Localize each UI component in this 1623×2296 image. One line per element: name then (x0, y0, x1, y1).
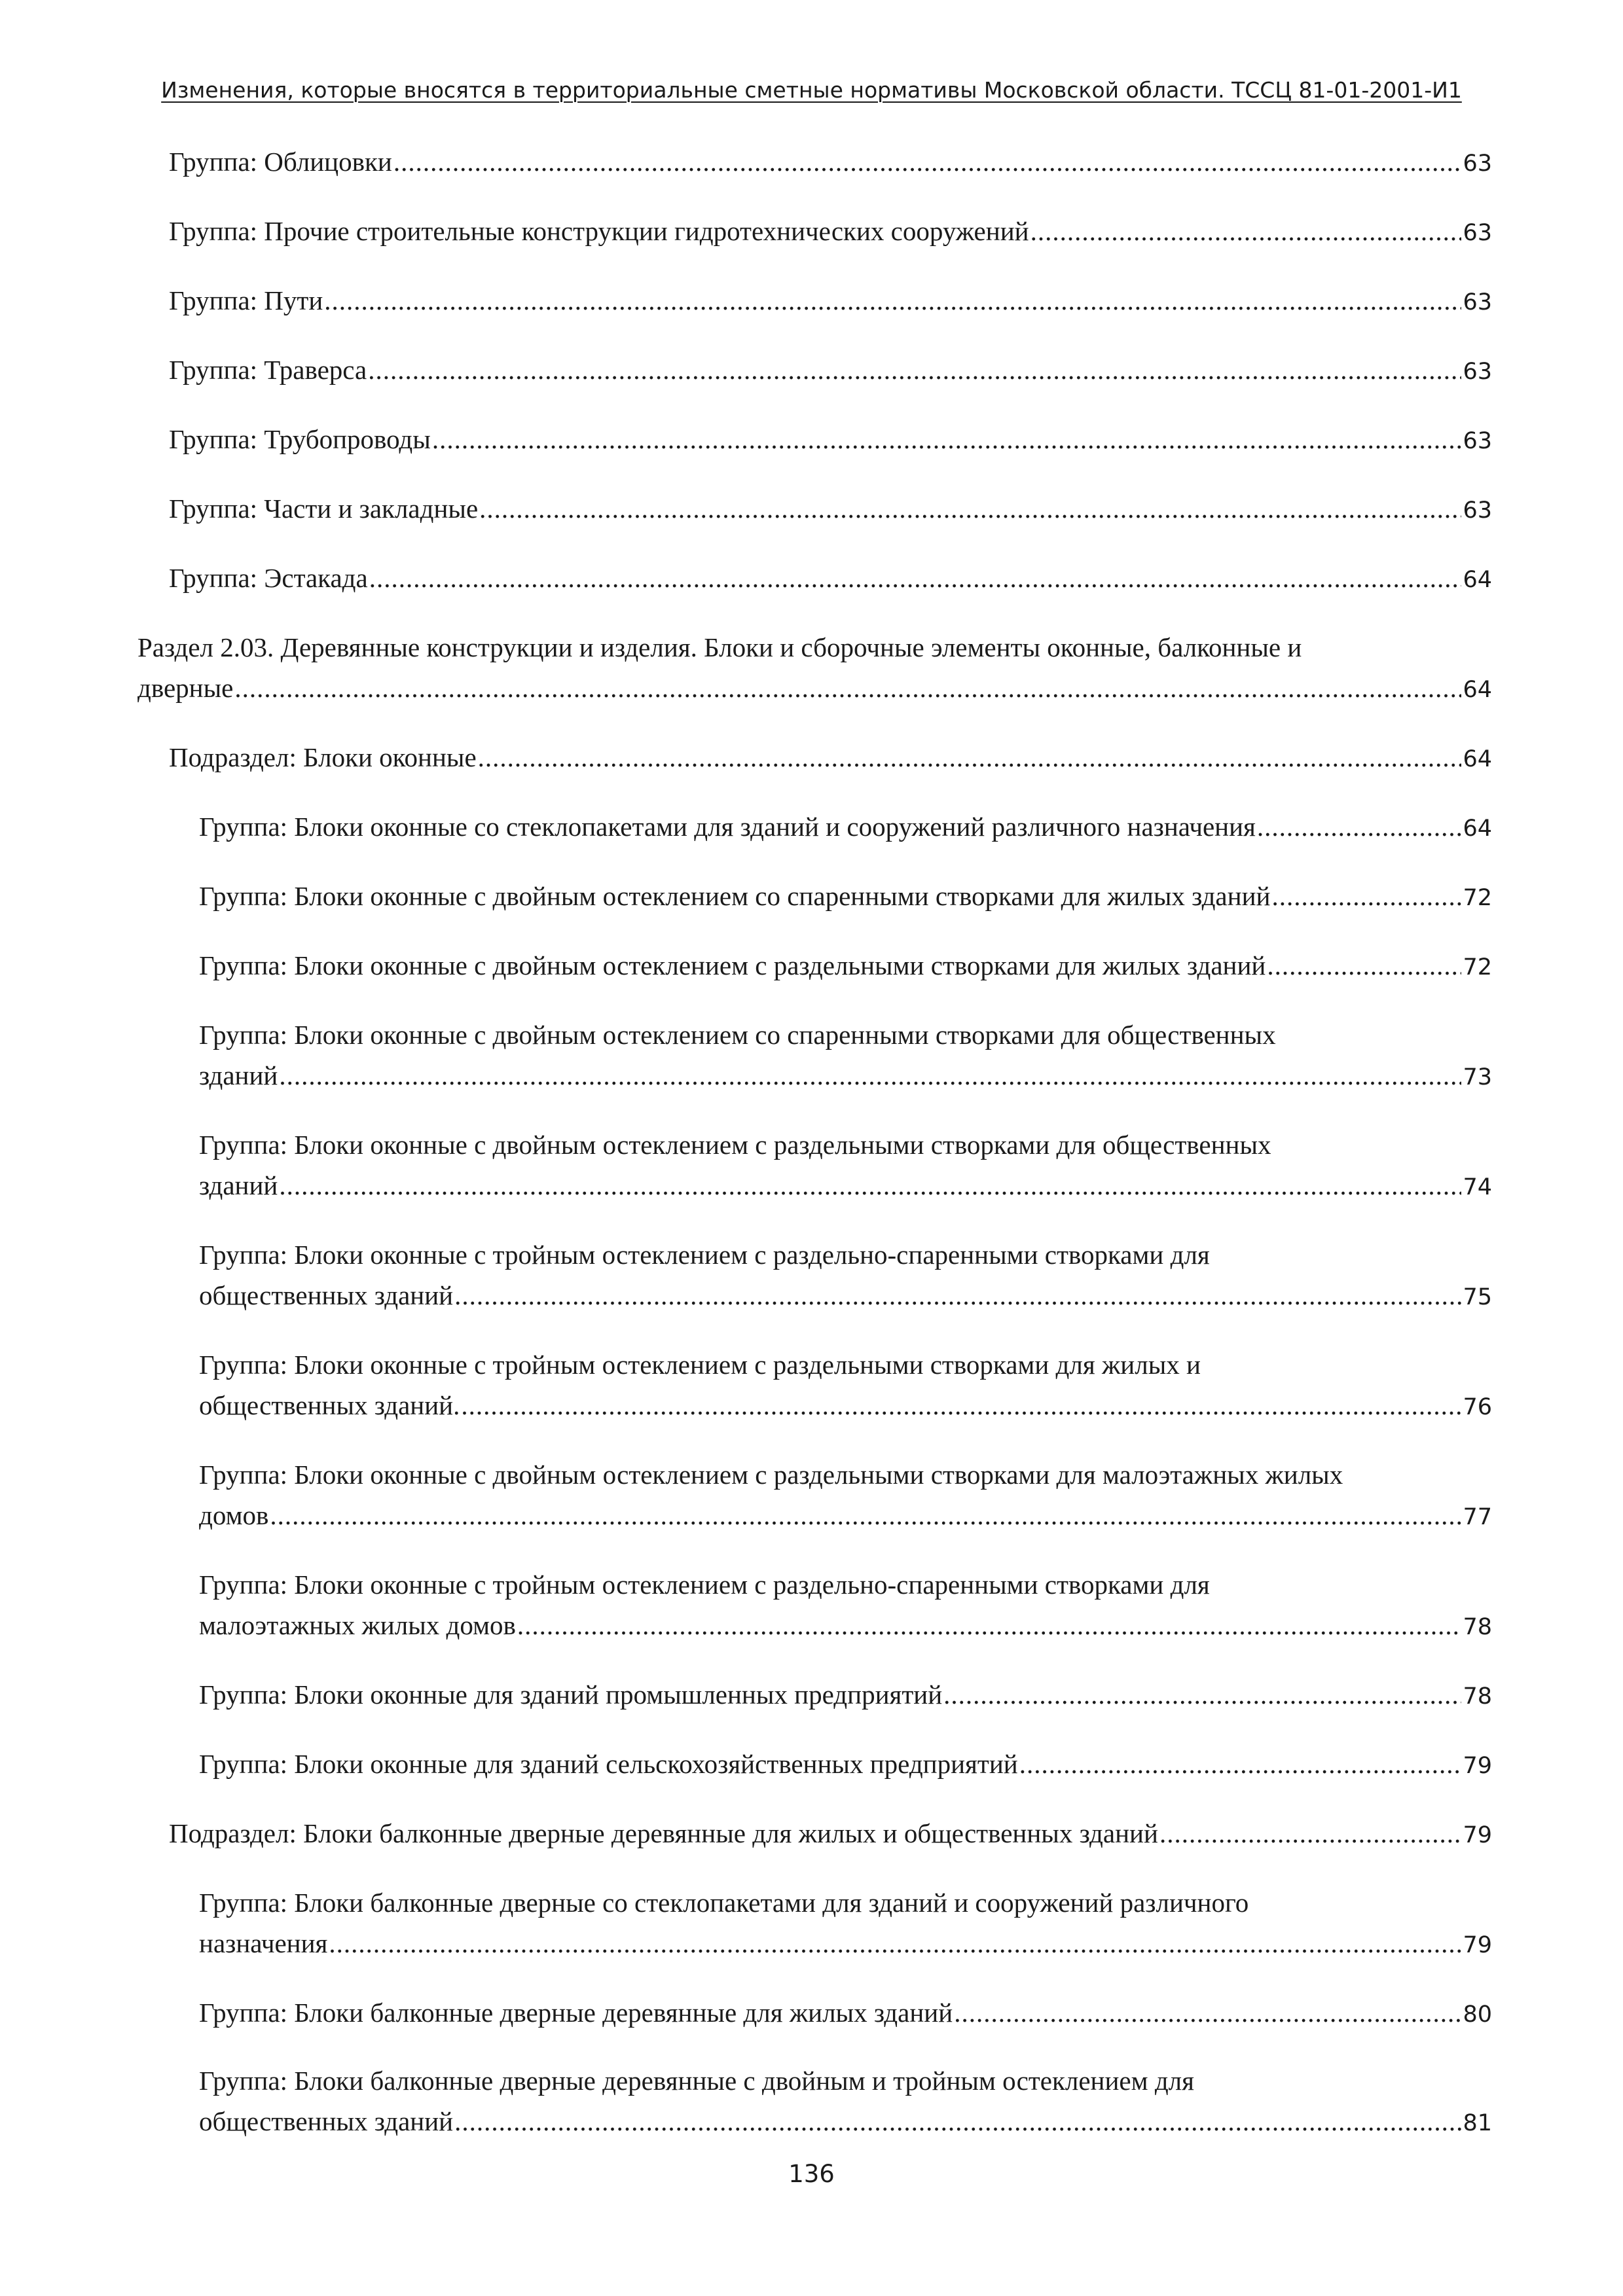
header-title: Изменения, которые вносятся в территориальные сметные нормативы Московской области. ТССЦ 81-01-2001-И1 (161, 77, 1462, 103)
toc-entry-title-line1: Раздел 2.03. Деревянные конструкции и изделия. Блоки и сборочные элементы оконные, балконные и (137, 632, 1302, 662)
dot-leader (454, 2101, 1461, 2142)
toc-entry-page: 64 (1463, 567, 1492, 593)
toc-entry-page: 64 (1463, 816, 1492, 842)
toc-entry-title: Группа: Блоки оконные для зданий сельскохозяйственных предприятий (199, 1749, 1018, 1779)
toc-entry[interactable] (199, 1344, 1492, 1427)
toc-entry[interactable] (199, 1674, 1492, 1717)
dot-leader (1019, 1744, 1462, 1784)
toc-entry-page: 72 (1463, 954, 1492, 980)
toc-entry[interactable] (199, 945, 1492, 988)
dot-leader (234, 668, 1461, 708)
toc-entry[interactable] (199, 1124, 1492, 1208)
toc-entry-page: 63 (1463, 497, 1492, 524)
dot-leader (279, 1055, 1461, 1096)
toc-entry-title: Группа: Пути (169, 285, 323, 315)
toc-entry-title: домов (199, 1500, 269, 1530)
dot-leader (1271, 876, 1461, 916)
toc-entry-page: 63 (1463, 359, 1492, 385)
dot-leader (478, 737, 1462, 778)
toc-entry-title: малоэтажных жилых домов (199, 1610, 516, 1640)
toc-entry-title-line1: Группа: Блоки оконные с тройным остеклением с раздельно-спаренными створками для (199, 1240, 1210, 1270)
toc-entry-title: общественных зданий (199, 1280, 454, 1310)
toc-entry-page: 79 (1463, 1822, 1492, 1848)
toc-entry[interactable] (169, 141, 1492, 184)
toc-entry-title: Группа: Блоки оконные с двойным остеклением со спаренными створками для жилых зданий (199, 881, 1271, 911)
toc-entry[interactable] (199, 1744, 1492, 1786)
toc-entry[interactable] (169, 280, 1492, 323)
dot-leader (954, 1992, 1461, 2033)
dot-leader (368, 350, 1461, 390)
toc-entry[interactable] (199, 2060, 1492, 2144)
toc-entry-title: Группа: Прочие строительные конструкции гидротехнических сооружений (169, 216, 1029, 246)
toc-entry[interactable] (169, 211, 1492, 253)
toc-subsection-entry[interactable] (169, 737, 1492, 780)
toc-entry-title: Группа: Блоки балконные дверные деревянные для жилых зданий (199, 1998, 953, 2028)
toc-entry[interactable] (169, 488, 1492, 531)
toc-entry[interactable] (169, 419, 1492, 461)
dot-leader (479, 488, 1461, 529)
toc-entry[interactable] (199, 876, 1492, 918)
toc-entry[interactable] (199, 1564, 1492, 1647)
toc-entry-title-line1: Группа: Блоки балконные дверные со стеклопакетами для зданий и сооружений различного (199, 1888, 1249, 1918)
toc-entry-title-line1: Группа: Блоки балконные дверные деревянные с двойным и тройным остеклением для (199, 2066, 1195, 2096)
toc-entry-page: 63 (1463, 428, 1492, 454)
toc-entry-page: 63 (1463, 151, 1492, 177)
toc-entry-title: Подраздел: Блоки балконные дверные деревянные для жилых и общественных зданий (169, 1818, 1158, 1848)
dot-leader (517, 1605, 1462, 1645)
dot-leader (454, 1275, 1461, 1316)
toc-entry-title: зданий (199, 1060, 278, 1090)
toc-entry[interactable] (199, 1992, 1492, 2035)
toc-entry-title: общественных зданий. (199, 1390, 460, 1420)
page-number: 136 (788, 2160, 835, 2188)
toc-entry-page: 80 (1463, 2001, 1492, 2028)
toc-section-entry[interactable] (137, 627, 1492, 710)
toc-entry-page: 78 (1463, 1614, 1492, 1640)
toc-entry-page: 77 (1463, 1504, 1492, 1530)
dot-leader (393, 141, 1462, 182)
toc-entry-page: 63 (1463, 220, 1492, 246)
toc-entry-title: дверные (137, 673, 234, 703)
toc-entry-title-line1: Группа: Блоки оконные с тройным остеклением с раздельными створками для жилых и (199, 1350, 1201, 1380)
toc-entry[interactable] (199, 1234, 1492, 1318)
toc-subsection-entry[interactable] (169, 1813, 1492, 1856)
toc-entry[interactable] (169, 350, 1492, 392)
toc-entry-title: Группа: Блоки оконные для зданий промышленных предприятий (199, 1679, 943, 1710)
dot-leader (1267, 945, 1461, 986)
dot-leader (943, 1674, 1461, 1715)
toc-entry-title: Группа: Части и закладные (169, 493, 479, 524)
dot-leader (270, 1495, 1461, 1535)
toc-entry-page: 76 (1463, 1394, 1492, 1420)
dot-leader (1257, 806, 1462, 847)
toc-entry-page: 79 (1463, 1932, 1492, 1958)
dot-leader (432, 419, 1462, 459)
dot-leader (461, 1385, 1461, 1426)
dot-leader (279, 1165, 1461, 1206)
toc-entry-title-line1: Группа: Блоки оконные с двойным остеклением со спаренными створками для общественных (199, 1020, 1276, 1050)
dot-leader (329, 1923, 1461, 1964)
toc-entry-page: 73 (1463, 1064, 1492, 1090)
toc-entry-page: 74 (1463, 1174, 1492, 1200)
toc-entry-title: зданий (199, 1170, 278, 1200)
toc-entry-title: Группа: Облицовки (169, 147, 392, 177)
toc-entry-page: 79 (1463, 1753, 1492, 1779)
toc-entry[interactable] (199, 1454, 1492, 1537)
toc-entry[interactable] (199, 806, 1492, 849)
toc-entry[interactable] (199, 1882, 1492, 1965)
toc-entry-title: Группа: Блоки оконные с двойным остеклением с раздельными створками для жилых зданий (199, 950, 1266, 980)
dot-leader (1030, 211, 1462, 251)
toc-entry-title: Группа: Блоки оконные со стеклопакетами для зданий и сооружений различного назначения (199, 812, 1256, 842)
toc-entry-title: Группа: Эстакада (169, 563, 368, 593)
toc-entry-page: 75 (1463, 1284, 1492, 1310)
toc-entry-page: 72 (1463, 885, 1492, 911)
toc-entry-title: общественных зданий (199, 2106, 454, 2136)
toc-entry-page: 81 (1463, 2110, 1492, 2136)
dot-leader (324, 280, 1461, 321)
toc-entry-title: Подраздел: Блоки оконные (169, 742, 477, 772)
toc-entry-title: Группа: Траверса (169, 355, 367, 385)
toc-entry-page: 63 (1463, 289, 1492, 315)
toc-entry[interactable] (169, 558, 1492, 600)
dot-leader (369, 558, 1462, 598)
running-header (131, 77, 1492, 103)
toc-entry-title: назначения (199, 1928, 328, 1958)
toc-entry-title-line1: Группа: Блоки оконные с двойным остеклением с раздельными створками для малоэтажных жилых (199, 1460, 1343, 1490)
toc-entry-title: Группа: Трубопроводы (169, 424, 431, 454)
toc-entry-title-line1: Группа: Блоки оконные с тройным остеклением с раздельно-спаренными створками для (199, 1570, 1210, 1600)
toc-entry[interactable] (199, 1014, 1492, 1098)
dot-leader (1159, 1813, 1462, 1854)
toc-entry-page: 78 (1463, 1683, 1492, 1710)
toc-entry-page: 64 (1463, 746, 1492, 772)
toc-entry-page: 64 (1463, 677, 1492, 703)
toc-entry-title-line1: Группа: Блоки оконные с двойным остеклением с раздельными створками для общественных (199, 1130, 1271, 1160)
